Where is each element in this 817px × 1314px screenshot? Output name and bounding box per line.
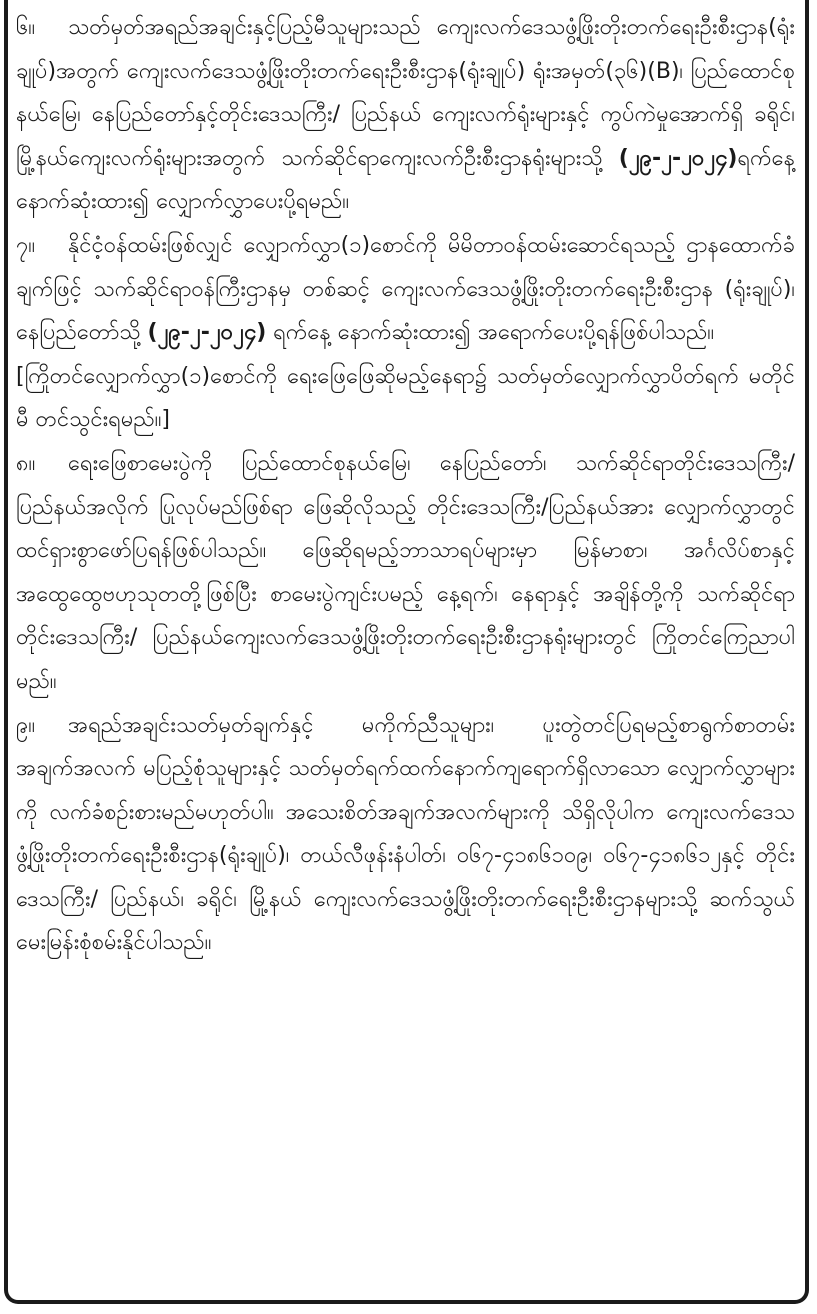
paragraph-8 [16,442,795,704]
paragraph-number: ၇။ [16,232,36,258]
paragraph-text: အရည်အချင်းသတ်မှတ်ချက်နှင့် မကိုက်ညီသူများ၊ ပူးတွဲတင်ပြရမည့်စာရွက်စာတမ်း အချက်အလက် မပြည့်စုံသူများနှင့် သတ်မှတ်ရက်ထက်နောက်ကျရောက်ရှိလာသော လျှောက်လွှာများကို လက်ခံစဉ်းစားမည်မဟုတ်ပါ။ အသေးစိတ်အချက်အလက်များကို သိရှိလိုပါက ကျေးလက်ဒေသဖွံ့ဖြိုးတိုးတက်ရေးဦးစီးဌာန(ရုံးချုပ်)၊ တယ်လီဖုန်းနံပါတ်၊ ၀၆၇-၄၁၈၆၁၀၉၊ ၀၆၇-၄၁၈၆၁၂နှင့် တိုင်းဒေသကြီး/ ပြည်နယ်၊ ခရိုင်၊ မြို့နယ် ကျေးလက်ဒေသဖွံ့ဖြိုးတိုးတက်ရေးဦးစီးဌာနများသို့ ဆက်သွယ်မေးမြန်းစုံစမ်းနိုင်ပါသည်။ [16,712,795,956]
bracket-note: [ကြိုတင်လျှောက်လွှာ(၁)စောင်ကို ရေးဖြေဖြေဆိုမည့်နေရာ၌ သတ်မှတ်လျှောက်လွှာပိတ်ရက် မတိုင်မီ တင်သွင်းရမည်။] [16,363,795,433]
deadline-date: (၂၉-၂-၂၀၂၄) [618,145,738,171]
paragraph-6 [16,6,795,224]
paragraph-text: သတ်မှတ်အရည်အချင်းနှင့်ပြည့်မီသူများသည် ကျေးလက်ဒေသဖွံ့ဖြိုးတိုးတက်ရေးဦးစီးဌာန(ရုံးချုပ်)အတွက် ကျေးလက်ဒေသဖွံ့ဖြိုးတိုးတက်ရေးဦးစီးဌာန(ရုံးချုပ်) ရုံးအမှတ်(၃၆)(B)၊ ပြည်ထောင်စုနယ်မြေ၊ နေပြည်တော်နှင့်တိုင်းဒေသကြီး/ ပြည်နယ် ကျေးလက်ရုံးများနှင့် ကွပ်ကဲမှုအောက်ရှိ ခရိုင်၊ မြို့နယ်ကျေးလက်ရုံးများအတွက် သက်ဆိုင်ရာကျေးလက်ဦးစီးဌာနရုံးများသို့ [16,15,795,171]
paragraph-text: နိုင်ငံ့ဝန်ထမ်းဖြစ်လျှင် လျှောက်လွှာ(၁)စောင်ကို မိမိတာဝန်ထမ်းဆောင်ရသည့် ဌာနထောက်ခံချက်ဖြင့် သက်ဆိုင်ရာဝန်ကြီးဌာနမှ တစ်ဆင့် ကျေးလက်ဒေသဖွံ့ဖြိုးတိုးတက်ရေးဦးစီးဌာန (ရုံးချုပ်)၊ နေပြည်တော်သို့ [16,232,795,346]
paragraph-text: ရေးဖြေစာမေးပွဲကို ပြည်ထောင်စုနယ်မြေ၊ နေပြည်တော်၊ သက်ဆိုင်ရာတိုင်းဒေသကြီး/ ပြည်နယ်အလိုက် ပြုလုပ်မည်ဖြစ်ရာ ဖြေဆိုလိုသည့် တိုင်းဒေသကြီး/ပြည်နယ်အား လျှောက်လွှာတွင် ထင်ရှားစွာဖော်ပြရန်ဖြစ်ပါသည်။ ဖြေဆိုရမည့်ဘာသာရပ်များမှာ မြန်မာစာ၊ အင်္ဂလိပ်စာနှင့် အထွေထွေဗဟုသုတတို့ဖြစ်ပြီး စာမေးပွဲကျင်းပမည့် နေ့ရက်၊ နေရာနှင့် အချိန်တို့ကို သက်ဆိုင်ရာ တိုင်းဒေသကြီး/ ပြည်နယ်ကျေးလက်ဒေသဖွံ့ဖြိုးတိုးတက်ရေးဦးစီးဌာနရုံးများတွင် ကြိုတင်ကြေညာပါမည်။ [16,450,795,694]
document-frame [4,0,809,1304]
deadline-date: (၂၉-၂-၂၀၂၄) [147,320,267,346]
paragraph-text-end: ရက်နေ့ နောက်ဆုံးထား၍ အရောက်ပေးပို့ရန်ဖြစ်ပါသည်။ [266,320,715,346]
paragraph-7 [16,224,795,355]
paragraph-number: ၉။ [16,712,36,738]
paragraph-number: ၆။ [16,15,36,40]
paragraph-text-end: ရက်နေ့ နောက်ဆုံးထား၍ လျှောက်လွှာပေးပို့ရမည်။ [16,145,795,215]
paragraph-number: ၈။ [16,450,36,476]
paragraph-9 [16,704,795,966]
